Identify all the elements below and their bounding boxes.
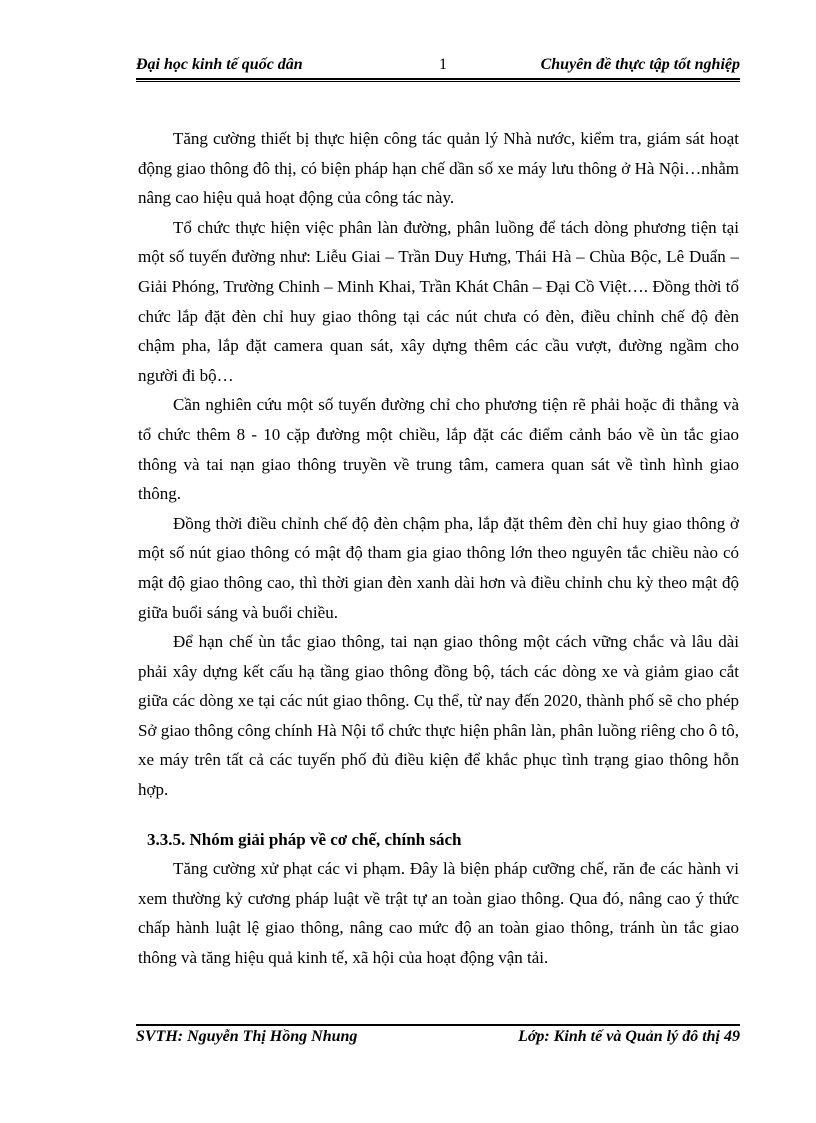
paragraph-3: Cần nghiên cứu một số tuyến đường chỉ cho phương tiện rẽ phải hoặc đi thẳng và tổ chức thêm 8 - 10 cặp đường một chiều, lắp đặt các điểm cảnh báo về ùn tắc giao thông và tai nạn giao thông truyền về trung tâm, camera quan sát về tình hình giao thông.: [138, 395, 739, 504]
section-heading: 3.3.5. Nhóm giải pháp về cơ chế, chính sách: [147, 830, 462, 849]
paragraph-5: Để hạn chế ùn tắc giao thông, tai nạn giao thông một cách vững chắc và lâu dài phải xây dựng kết cấu hạ tầng giao thông đồng bộ, tách các dòng xe và giảm giao cắt giữa các dòng xe tại các nút giao thông. Cụ thể, từ nay đến 2020, thành phố sẽ cho phép Sở giao thông công chính Hà Nội tổ chức thực hiện phân làn, phân luồng riêng cho ô tô, xe máy trên tất cả các tuyến phố đủ điều kiện để khắc phục tình trạng giao thông hỗn hợp.: [138, 632, 739, 800]
paragraph-2: Tổ chức thực hiện việc phân làn đường, phân luồng để tách dòng phương tiện tại một số tuyến đường như: Liễu Giai – Trần Duy Hưng, Thái Hà – Chùa Bộc, Lê Duẩn – Giải Phóng, Trường Chinh – Minh Khai, Trần Khát Chân – Đại Cồ Việt…. Đồng thời tổ chức lắp đặt đèn chỉ huy giao thông tại các nút chưa có đèn, điều chỉnh chế độ đèn chậm pha, lắp đặt camera quan sát, xây dựng thêm các cầu vượt, đường ngầm cho người đi bộ…: [138, 217, 739, 385]
page-number: 1: [439, 56, 447, 73]
page-header: [136, 56, 740, 80]
footer-student: SVTH: Nguyễn Thị Hồng Nhung: [136, 1028, 358, 1045]
footer-class: Lớp: Kinh tế và Quản lý đô thị 49: [518, 1028, 740, 1045]
paragraph-1: Tăng cường thiết bị thực hiện công tác quản lý Nhà nước, kiểm tra, giám sát hoạt động giao thông đô thị, có biện pháp hạn chế dần số xe máy lưu thông ở Hà Nội…nhằm nâng cao hiệu quả hoạt động của công tác này.: [138, 129, 739, 208]
header-institution: Đại học kinh tế quốc dân: [136, 56, 303, 73]
header-divider: [136, 78, 740, 82]
page-footer: [136, 1028, 740, 1050]
footer-divider: [136, 1024, 740, 1026]
section-body: [138, 854, 739, 972]
header-document-type: Chuyên đề thực tập tốt nghiệp: [540, 56, 740, 73]
section-paragraph: Tăng cường xử phạt các vi phạm. Đây là biện pháp cưỡng chế, răn đe các hành vi xem thường kỷ cương pháp luật về trật tự an toàn giao thông. Qua đó, nâng cao ý thức chấp hành luật lệ giao thông, nâng cao mức độ an toàn giao thông, tránh ùn tắc giao thông và tăng hiệu quả kinh tế, xã hội của hoạt động vận tải.: [138, 859, 739, 967]
paragraph-4: Đồng thời điều chỉnh chế độ đèn chậm pha, lắp đặt thêm đèn chỉ huy giao thông ở một số nút giao thông có mật độ tham gia giao thông lớn theo nguyên tắc chiều nào có mật độ giao thông cao, thì thời gian đèn xanh dài hơn và điều chỉnh chu kỳ theo mật độ giữa buổi sáng và buổi chiều.: [138, 513, 739, 622]
body-text: [138, 124, 739, 805]
